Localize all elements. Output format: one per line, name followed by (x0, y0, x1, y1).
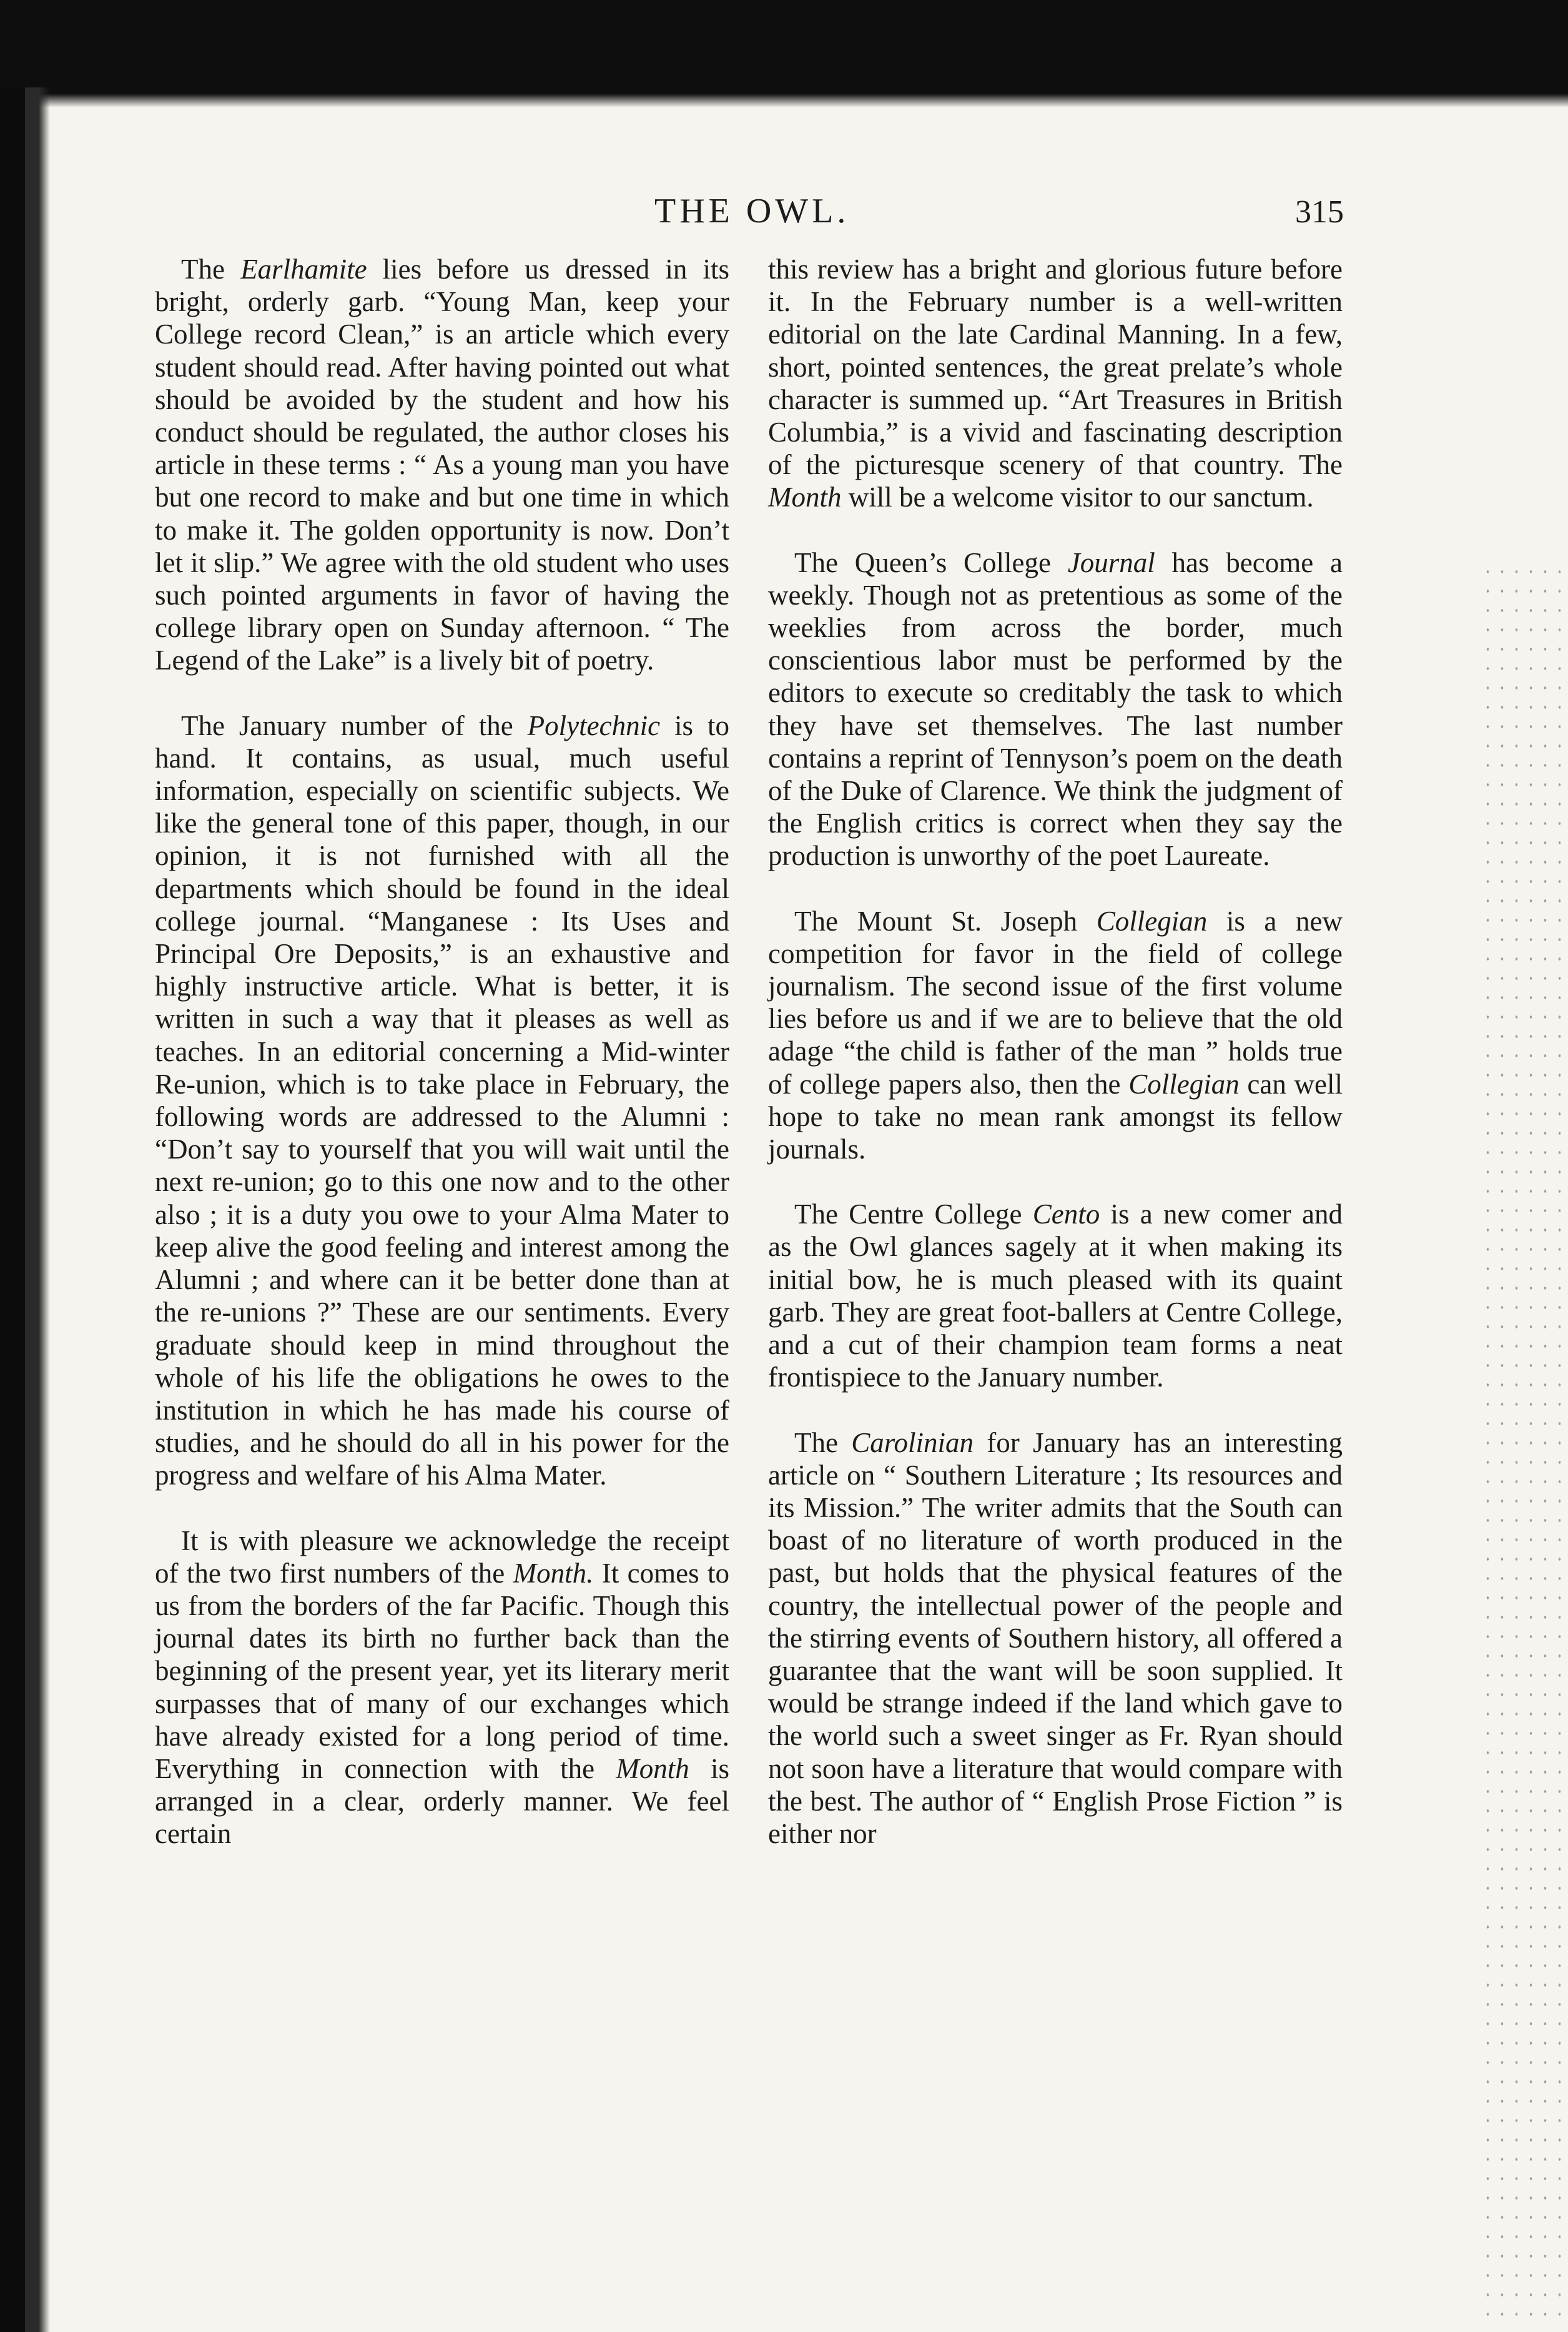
scan-right-margin-noise (1481, 562, 1568, 2332)
right-column (768, 253, 1343, 1850)
paragraph-polytechnic: The January number of the Polytechnic is to hand. It contains, as usual, much useful information, especially on scientific subjects. We like the general tone of this paper, though, in our opinion, it is not furnished with all the departments which should be found in the ideal college journal. “Manganese : Its Uses and Principal Ore Deposits,” is an exhaustive and highly instructive article. What is better, it is written in such a way that it pleases as well as teaches. In an editorial concerning a Mid-winter Re-union, which is to take place in February, the following words are addressed to the Alumni : “Don’t say to yourself that you will wait until the next re-union; go to this one now and to the other also ; it is a duty you owe to your Alma Mater to keep alive the good feeling and interest among the Alumni ; and where can it be better done than at the re-unions ?” These are our sentiments. Every graduate should keep in mind throughout the whole of his life the obligations he owes to the institution in which he has made his course of studies, and he should do all in his power for the progress and welfare of his Alma Mater. (155, 709, 729, 1491)
scan-left-edge (0, 87, 50, 2332)
paragraph-queens-journal: The Queen’s College Journal has become a weekly. Though not as pretentious as some of the weeklies from across the border, much conscientious labor must be performed by the editors to execute so creditably the task to which they have set themselves. The last number contains a reprint of Tennyson’s poem on the death of the Duke of Clarence. We think the judgment of the English critics is correct when they say the production is unworthy of the poet Laureate. (768, 546, 1343, 872)
paragraph-month: It is with pleasure we acknowledge the receipt of the two first numbers of the Month. It comes to us from the borders of the far Pacific. Though this journal dates its birth no further back than the beginning of the present year, yet its literary merit surpasses that of many of our exchanges which have already existed for a long period of time. Everything in connection with the Month is arranged in a clear, orderly manner. We feel certain (155, 1524, 729, 1850)
paragraph-carolinian: The Carolinian for January has an interesting article on “ Southern Literature ; Its resources and its Mission.” The writer admits that the South can boast of no literature of worth produced in the past, but holds that the physical features of the country, the intellectual power of the people and the stirring events of Southern history, all offered a guarantee that the want will be soon supplied. It would be strange indeed if the land which gave to the world such a sweet singer as Fr. Ryan should not soon have a literature that would compare with the best. The author of “ English Prose Fiction ” is either nor (768, 1426, 1343, 1849)
paragraph-collegian: The Mount St. Joseph Collegian is a new competition for favor in the field of college journalism. The second issue of the first volume lies before us and if we are to believe that the old adage “the child is father of the man ” holds true of college papers also, then the Collegian can well hope to take no mean rank amongst its fellow journals. (768, 905, 1343, 1165)
scan-top-edge-fade (0, 94, 1568, 107)
paragraph-month-continued: this review has a bright and glorious future before it. In the February number is a well-written editorial on the late Cardinal Manning. In a few, short, pointed sentences, the great prelate’s whole character is summed up. “Art Treasures in British Columbia,” is a vivid and fascinating description of the picturesque scenery of that country. The Month will be a welcome visitor to our sanctum. (768, 254, 1343, 513)
periodical-title: Collegian (1096, 905, 1208, 937)
left-column (155, 253, 729, 1850)
periodical-title: Carolinian (851, 1426, 974, 1458)
running-head: THE OWL. (654, 192, 850, 230)
periodical-title: Collegian (1128, 1068, 1240, 1100)
scan-top-edge (0, 0, 1568, 94)
periodical-title: Month (768, 482, 842, 513)
paragraph-earlhamite: The Earlhamite lies before us dressed in its bright, orderly garb. “Young Man, keep your College record Clean,” is an article which every student should read. After having pointed out what should be avoided by the student and how his conduct should be regulated, the author closes his article in these terms : “ As a young man you have but one record to make and but one time in which to make it. The golden opportunity is now. Don’t let it slip.” We agree with the old student who uses such pointed arguments in favor of having the college library open on Sunday afternoon. “ The Legend of the Lake” is a lively bit of poetry. (155, 254, 729, 676)
periodical-title: Polytechnic (527, 709, 661, 741)
paragraph-cento: The Centre College Cento is a new comer and as the Owl glances sagely at it when making its initial bow, he is much pleased with its quaint garb. They are great foot-ballers at Centre College, and a cut of their champion team forms a neat frontispiece to the January number. (768, 1198, 1343, 1393)
periodical-title: Month (616, 1752, 689, 1784)
periodical-title: Earlhamite (240, 254, 367, 285)
periodical-title: Month. (513, 1557, 594, 1589)
periodical-title: Journal (1067, 546, 1155, 578)
periodical-title: Cento (1032, 1198, 1100, 1230)
page-number: 315 (1295, 194, 1344, 230)
